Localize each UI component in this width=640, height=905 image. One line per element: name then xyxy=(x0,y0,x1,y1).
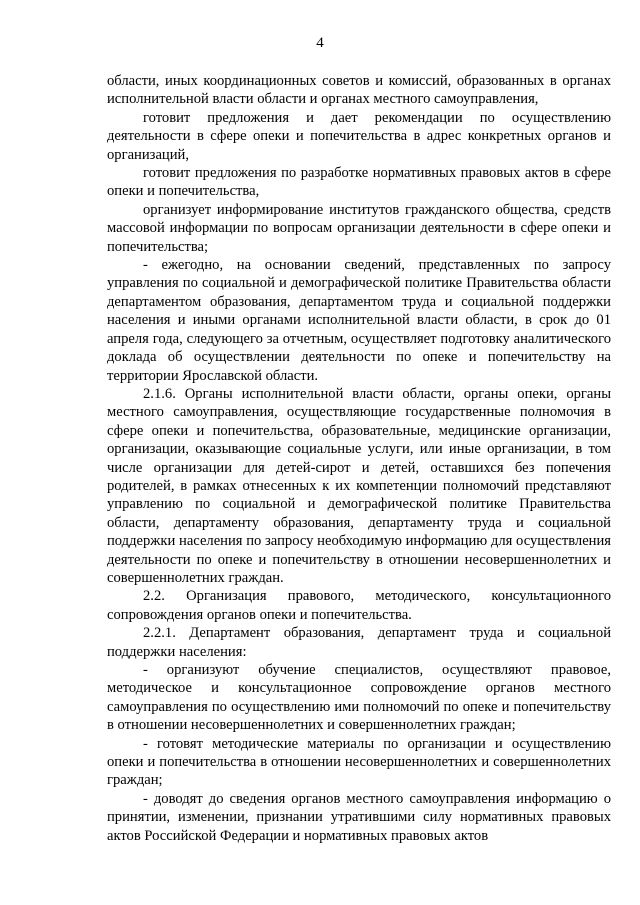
paragraph: готовит предложения и дает рекомендации по осуществлению деятельности в сфере опеки и попечительства в адрес конкретных органов и организаций, xyxy=(107,109,611,163)
section-heading: 2.2. Организация правового, методического, консультационного сопровождения органов опеки и попечительства. xyxy=(107,588,611,623)
paragraph: организует информирование институтов гражданского общества, средств массовой информации по вопросам организации деятельности в сфере опеки и попечительства; xyxy=(107,201,611,255)
list-item: - готовят методические материалы по организации и осуществлению опеки и попечительства в отношении несовершеннолетних и совершеннолетних граждан; xyxy=(107,735,611,789)
list-item: - организуют обучение специалистов, осуществляют правовое, методическое и консультационное сопровождение органов местного самоуправления по осуществлению ими полномочий по опеке и попечительству в отношении несовершеннолетних и совершеннолетних граждан; xyxy=(107,662,611,734)
paragraph: - ежегодно, на основании сведений, представленных по запросу управления по социальной и демографической политике Правительства области департаментом образования, департаментом труда и социальной поддержки населения и иными органами исполнительной власти области, в срок до 01 апреля года, следующего за отчетным, осуществляет подготовку аналитического доклада об осуществлении деятельности по опеке и попечительству на территории Ярославской области. xyxy=(107,257,611,384)
paragraph: 2.1.6. Органы исполнительной власти области, органы опеки, органы местного самоуправления, осуществляющие государственные полномочия в сфере опеки и попечительства, образовательные, медицинские организации, организации, оказывающие социальные услуги, или иные организации, в том числе организации для детей-сирот и детей, оставшихся без попечения родителей, в рамках отнесенных к их компетенции полномочий представляют управлению по социальной и демографической политике Правительства области, департаменту образования, департаменту труда и социальной поддержки населения по запросу необходимую информацию для осуществления деятельности по опеке и попечительству в отношении несовершеннолетних и совершеннолетних граждан. xyxy=(107,385,611,586)
paragraph: 2.2.1. Департамент образования, департамент труда и социальной поддержки населения: xyxy=(107,625,611,660)
list-item: - доводят до сведения органов местного самоуправления информацию о принятии, изменении, признании утратившими силу нормативных правовых актов Российской Федерации и нормативных правовых актов xyxy=(107,790,611,844)
page-number: 4 xyxy=(316,35,324,51)
paragraph: области, иных координационных советов и комиссий, образованных в органах исполнительной власти области и органах местного самоуправления, xyxy=(107,73,611,108)
document-body xyxy=(107,72,611,845)
paragraph: готовит предложения по разработке нормативных правовых актов в сфере опеки и попечительства, xyxy=(107,165,611,200)
